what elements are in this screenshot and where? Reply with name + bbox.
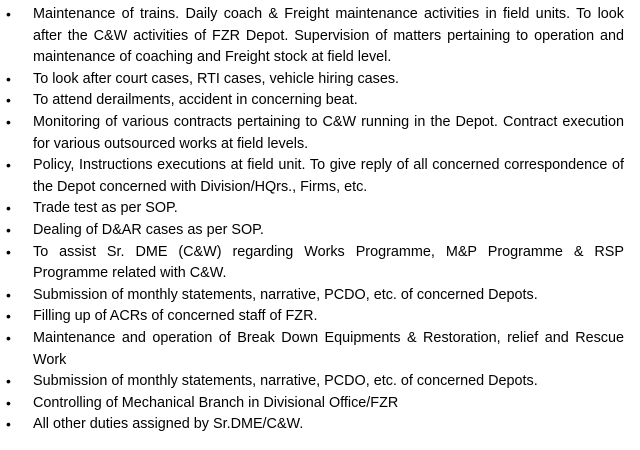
list-item [6,198,624,220]
list-item [6,393,624,415]
bullet: • [6,286,11,303]
duty-text: Maintenance and operation of Break Down Equipments & Restoration, relief and Rescue Work [33,329,624,368]
duty-text: Maintenance of trains. Daily coach & Freight maintenance activities in field units. To look after the C&W activities of FZR Depot. Supervision of matters pertaining to operation and maintenance of coaching and Freight stock at field level. [33,6,624,66]
bullet: • [6,6,11,22]
list-item [6,242,624,285]
list-item [6,414,624,436]
bullet: • [6,221,11,238]
duty-text: Dealing of D&AR cases as per SOP. [33,221,264,238]
list-item [6,306,624,328]
bullet: • [6,394,11,411]
duty-text: Submission of monthly statements, narrative, PCDO, etc. of concerned Depots. [33,373,538,390]
list-item [6,220,624,242]
list-item [6,4,624,69]
list-item [6,69,624,91]
duty-text: Controlling of Mechanical Branch in Divisional Office/FZR [33,394,399,411]
duty-text: Policy, Instructions executions at field unit. To give reply of all concerned correspondence of the Depot concerned with Division/HQrs., Firms, etc. [33,157,624,195]
list-item [6,285,624,307]
bullet: • [6,416,11,433]
list-item [6,371,624,393]
duty-text: To look after court cases, RTI cases, vehicle hiring cases. [33,70,400,87]
duty-text: Submission of monthly statements, narrative, PCDO, etc. of concerned Depots. [33,286,538,303]
bullet: • [6,92,11,109]
bullet: • [6,243,11,260]
list-item [6,90,624,112]
bullet: • [6,113,11,130]
bullet: • [6,373,11,390]
list-item [6,328,624,371]
list-item [6,155,624,198]
list-item [6,112,624,155]
bullet: • [6,70,11,87]
duty-text: Monitoring of various contracts pertaining to C&W running in the Depot. Contract execution for various outsourced works at field levels. [33,113,624,152]
bullet: • [6,200,11,217]
bullet: • [6,308,11,325]
duty-text: Trade test as per SOP. [33,200,178,217]
bullet: • [6,157,11,174]
duty-text: Filling up of ACRs of concerned staff of FZR. [33,308,318,325]
duty-text: To assist Sr. DME (C&W) regarding Works Programme, M&P Programme & RSP Programme related with C&W. [33,243,624,282]
bullet: • [6,329,11,346]
duty-text: All other duties assigned by Sr.DME/C&W. [33,416,304,433]
duty-text: To attend derailments, accident in concerning beat. [33,92,358,109]
